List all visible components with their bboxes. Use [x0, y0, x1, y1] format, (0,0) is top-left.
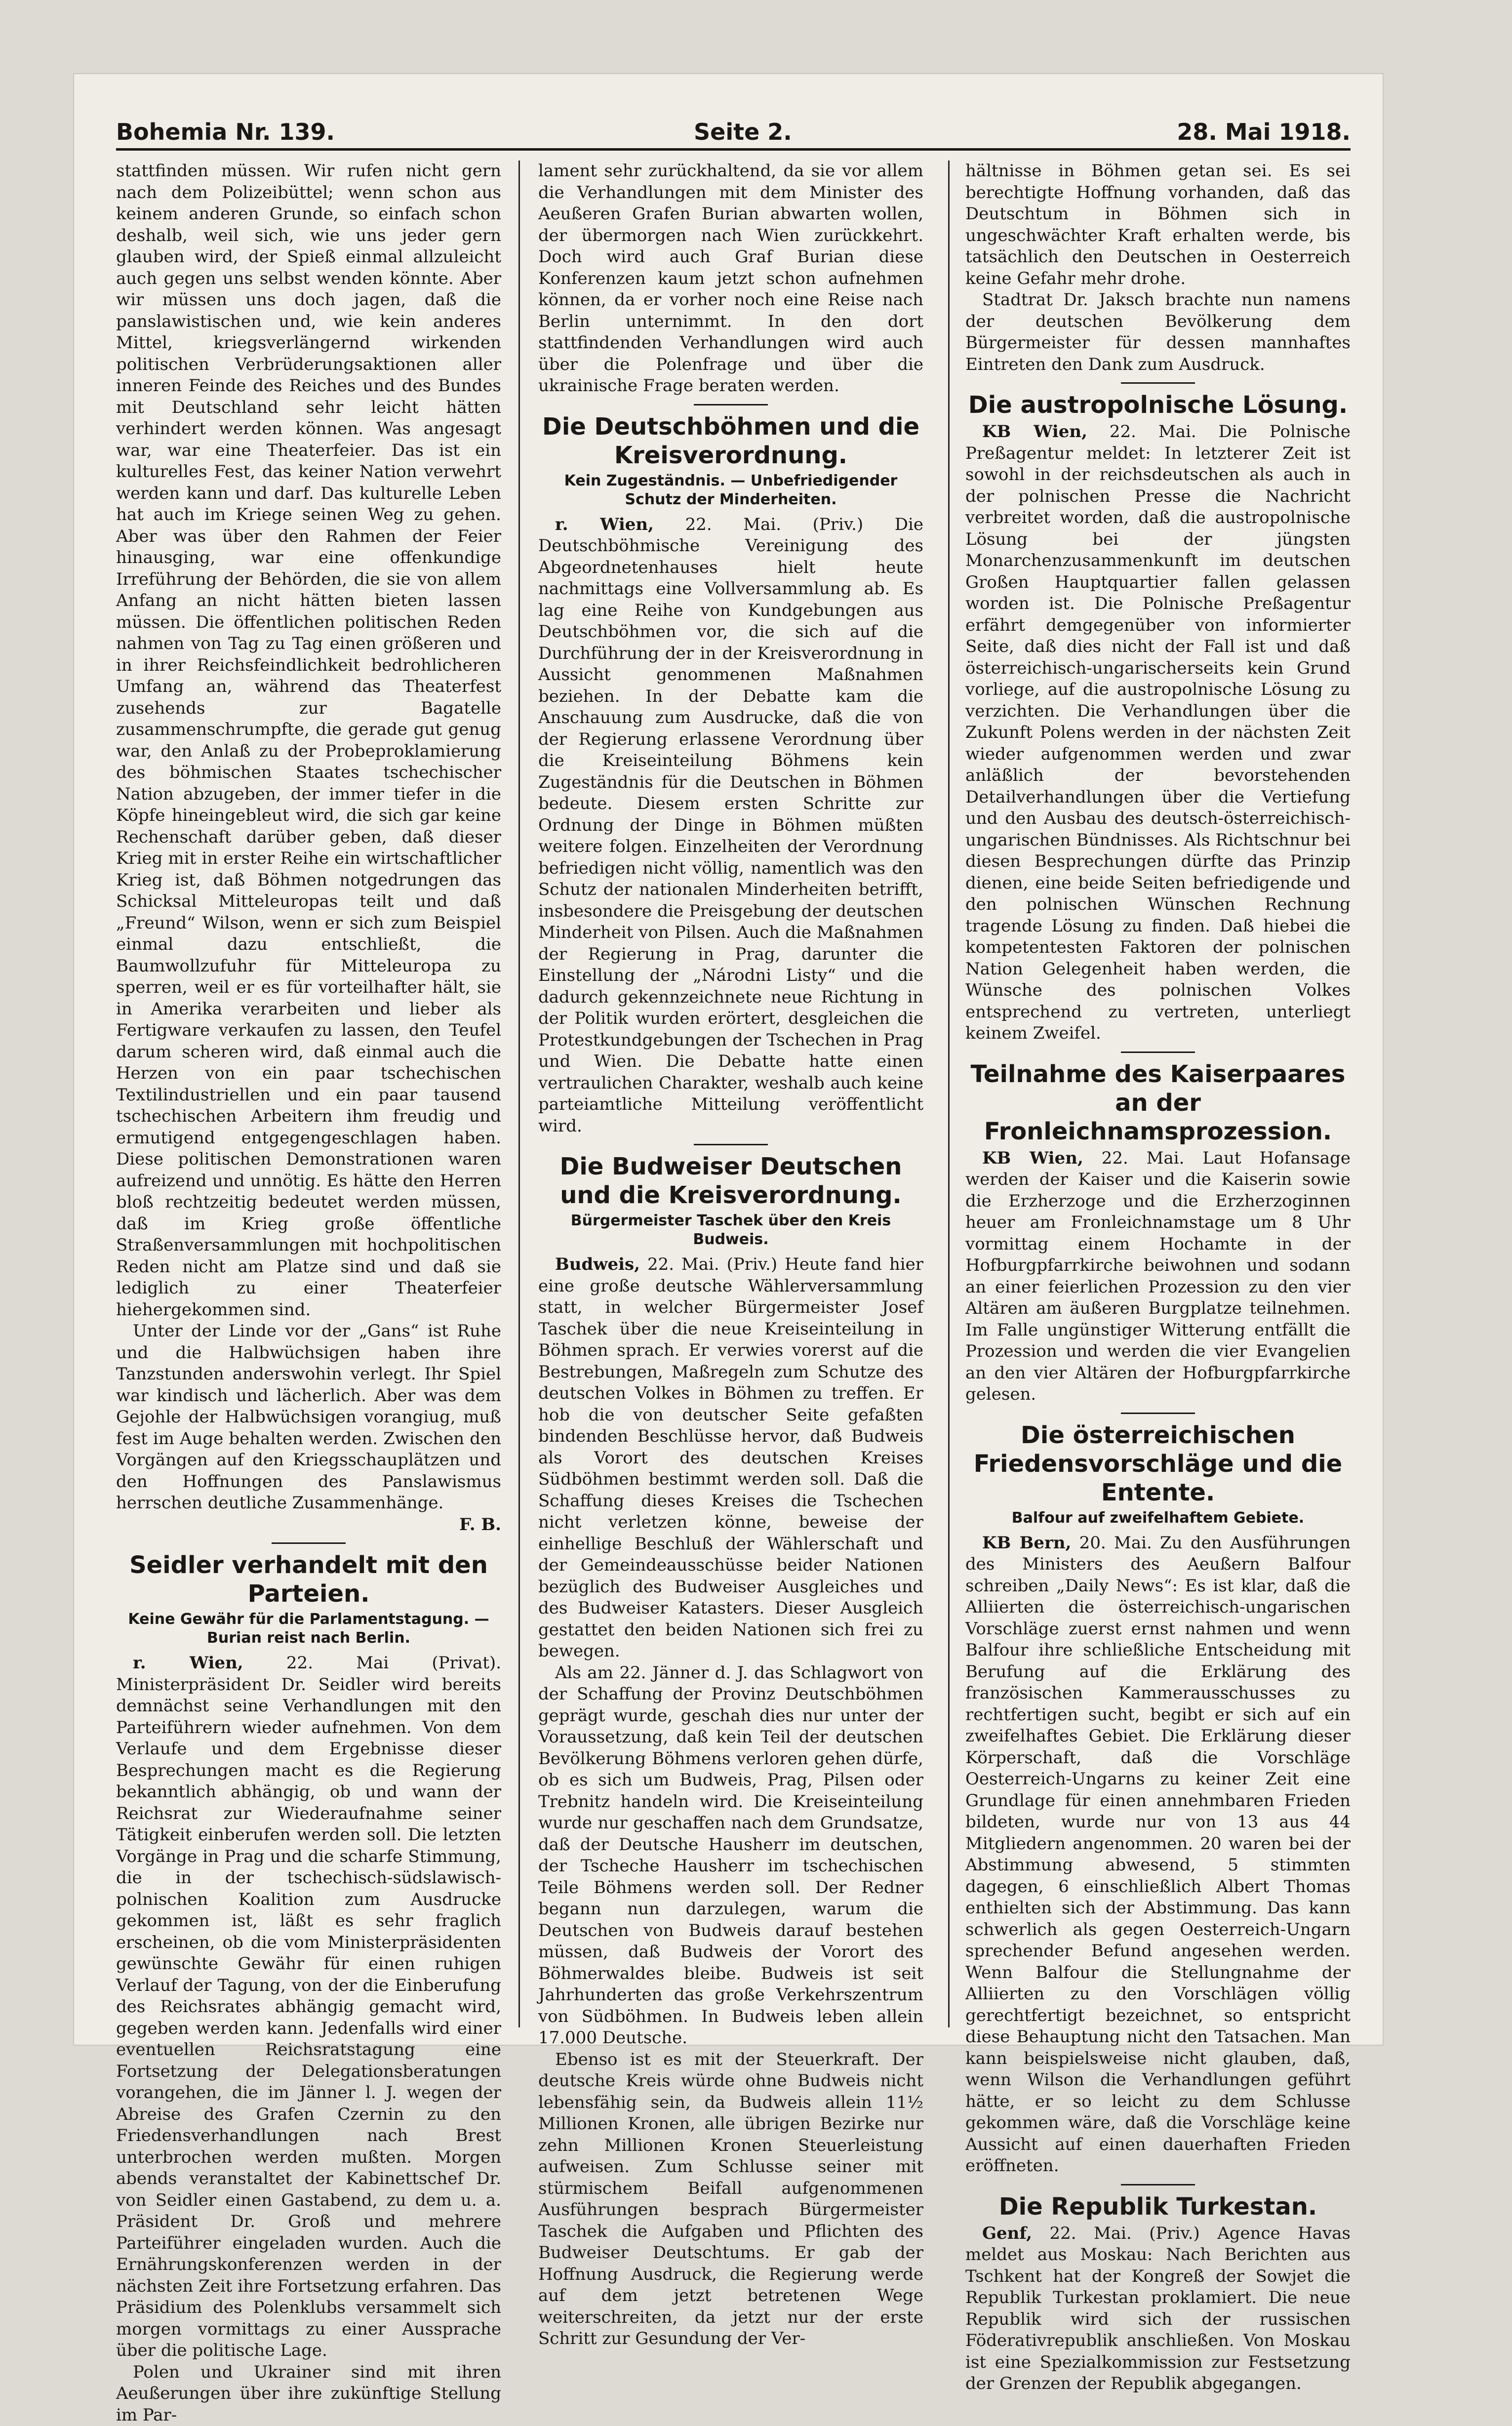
article-text: Stadtrat Dr. Jaksch brachte nun namens der deutschen Bevölkerung dem Bürgermeister für dessen mannhaftes Eintreten den Dank zum Ausdruck. — [965, 289, 1351, 375]
article-separator — [694, 404, 768, 405]
article-body: 22. Mai. (Priv.) Die Deutschböhmische Vereinigung des Abgeordnetenhauses hielt heute nachmittags eine Vollversammlung ab. Es lag eine Reihe von Kundgebungen aus Deutschböhmen vor, die sich auf die Durchführung der in der Kreisverordnung in Aussicht genommenen Maßnahmen beziehen. In der Debatte kam die Anschauung zum Ausdrucke, daß die von der Regierung erlassene Verordnung über die Kreiseinteilung Böhmens kein Zugeständnis für die Deutschen in Böhmen bedeute. Diesem ersten Schritte zur Ordnung der Dinge in Böhmen müßten weitere folgen. Einzelheiten der Verordnung befriedigen nicht völlig, namentlich was den Schutz der nationalen Minderheiten betrifft, insbesondere die Preisgebung der deutschen Minderheit von Pilsen. Auch die Maßnahmen der Regierung in Prag, darunter die Einstellung der „Národni Listy“ und die dadurch gekennzeichnete neue Richtung in der Politik wurden erörtert, desgleichen die Protestkundgebungen der Tschechen in Prag und Wien. Die Debatte hatte einen vertraulichen Charakter, weshalb auch keine parteiamtliche Mitteilung veröffentlicht wird. — [538, 515, 923, 1136]
article-text: stattfinden müssen. Wir rufen nicht gern nach dem Polizeibüttel; wenn schon aus keinem anderen Grunde, so einfach schon deshalb, weil sich, wie uns jeder gern glauben wird, der Spieß einmal allzuleicht auch gegen uns selbst wenden könnte. Aber wir müssen uns doch jagen, daß die panslawistischen und, wie kein anderes Mittel, kriegsverlängernd wirkenden politischen Verbrüderungsaktionen aller inneren Feinde des Reiches und des Bundes mit Deutschland sehr leicht hätten verhindert werden können. Was angesagt war, war eine Theaterfeier. Das ist ein kulturelles Fest, das keiner Nation verwehrt werden kann und darf. Das kulturelle Leben hat auch im Kriege seinen Weg zu gehen. Aber was über den Rahmen der Feier hinausging, war eine offenkundige Irreführung der Behörden, die sie von allem Anfang an nicht hätten bieten lassen müssen. Die öffentlichen politischen Reden nahmen von Tag zu Tag einen größeren und in ihrer Reichsfeindlichkeit bedrohlicheren Umfang an, während das Theaterfest zusehends zur Bagatelle zusammenschrumpfte, die gerade gut genug war, den Anlaß zu der Probeproklamierung des böhmischen Staates tschechischer Nation abzugeben, der immer tiefer in die Köpfe hineingebleut wird, die sich gar keine Rechenschaft darüber geben, daß dieser Krieg mit in erster Reihe ein wirtschaftlicher Krieg ist, daß Böhmen notgedrungen das Schicksal Mitteleuropas teilt und daß „Freund“ Wilson, wenn er sich zum Beispiel einmal dazu entschließt, die Baumwollzufuhr für Mitteleuropa zu sperren, weil er es für vorteilhafter hält, sie in Amerika verarbeiten und lieber als Fertigware verkaufen zu lassen, den Teufel darum scheren wird, daß einmal auch die Herzen von ein paar tschechischen Textilindustriellen und ein paar tausend tschechischen Arbeitern ihm freudig und ermutigend entgegengeschlagen haben. Diese politischen Demonstrationen waren aufreizend und unnötig. Es hätte den Herren bloß rechtzeitig bedeutet werden müssen, daß im Krieg große öffentliche Straßenversammlungen mit hochpolitischen Reden nicht am Platze sind und daß sie lediglich zu einer Theaterfeier hiehergekommen sind. — [116, 161, 501, 1321]
article-text — [965, 421, 1351, 1045]
issue-date: 28. Mai 1918. — [1177, 119, 1351, 145]
subheadline: Bürgermeister Taschek über den Kreis Budweis. — [538, 1212, 923, 1249]
dateline: Budweis, — [555, 1254, 640, 1274]
article-text: Polen und Ukrainer sind mit ihren Aeußerungen über ihre zukünftige Stellung im Par- — [116, 2362, 501, 2426]
article-separator — [1121, 382, 1195, 384]
column-divider — [518, 161, 520, 2027]
dateline: r. Wien, — [133, 1653, 243, 1673]
article-body: 22. Mai. (Priv.) Agence Havas meldet aus Moskau: Nach Berichten aus Tschkent hat der Kongreß der Sowjet die Republik Turkestan proklamiert. Die neue Republik wird sich der russischen Föderativrepublik anschließen. Von Moskau ist eine Spezialkommission zur Festsetzung der Grenzen der Republik abgegangen. — [965, 2224, 1351, 2394]
column-2 — [538, 161, 923, 2027]
article-text: Unter der Linde vor der „Gans“ ist Ruhe und die Halbwüchsigen haben ihre Tanzstunden anderswohin verlegt. Ihr Spiel war kindisch und lächerlich. Aber was dem Gejohle der Halbwüchsigen vorangiug, muß fest im Auge behalten werden. Zwischen den Vorgängen auf den Kriegsschauplätzen und den Hoffnungen des Panslawismus herrschen deutliche Zusammenhänge. — [116, 1321, 501, 1514]
article-text — [965, 1148, 1351, 1406]
article-text — [965, 2223, 1351, 2395]
newspaper-page — [74, 74, 1383, 2045]
headline: Die Deutschböhmen und die Kreisverordnung. — [538, 412, 923, 470]
article-separator — [1121, 2184, 1195, 2185]
page-header — [116, 114, 1351, 153]
headline: Seidler verhandelt mit den Parteien. — [116, 1551, 501, 1608]
header-rule — [116, 148, 1351, 151]
masthead-issue: Bohemia Nr. 139. — [116, 119, 335, 145]
article-text: hältnisse in Böhmen getan sei. Es sei berechtigte Hoffnung vorhanden, daß das Deutschtum in Böhmen sich in ungeschwächter Kraft erhalten werde, bis tatsächlich den Deutschen in Oesterreich keine Gefahr mehr drohe. — [965, 161, 1351, 289]
headline: Die Republik Turkestan. — [965, 2192, 1351, 2221]
dateline: KB Wien, — [982, 1148, 1083, 1168]
article-separator — [272, 1542, 346, 1544]
subheadline: Kein Zugeständnis. — Unbefriedigender Schutz der Minderheiten. — [538, 472, 923, 509]
headline: Die österreichischen Friedensvorschläge und die Entente. — [965, 1421, 1351, 1507]
article-body: 22. Mai. Die Polnische Preßagentur meldet: In letzterer Zeit ist sowohl in der reichsdeutschen als auch in der polnischen Presse die Nachricht verbreitet worden, daß die austropolnische Lösung bei der jüngsten Monarchenzusammenkunft im deutschen Großen Hauptquartier fallen gelassen worden ist. Die Polnische Preßagentur erfährt demgegenüber von informierter Seite, daß dies nicht der Fall ist und daß österreichisch-ungarischerseits kein Grund vorliege, auf die austropolnische Lösung zu verzichten. Die Verhandlungen über die Zukunft Polens werden in der nächsten Zeit wieder aufgenommen werden und zwar anläßlich der bevorstehenden Detailverhandlungen über die Vertiefung und den Ausbau des deutsch-österreichisch-ungarischen Bündnisses. Als Richtschnur bei diesen Besprechungen dürfte das Prinzip dienen, eine beide Seiten befriedigende und den polnischen Wünschen Rechnung tragende Lösung zu finden. Daß hiebei die kompetentesten Faktoren der polnischen Nation Gelegenheit haben werden, die Wünsche des polnischen Volkes entsprechend zu vertreten, unterliegt keinem Zweifel. — [965, 422, 1351, 1043]
page-number: Seite 2. — [694, 119, 792, 145]
headline: Die austropolnische Lösung. — [965, 391, 1351, 419]
column-divider — [948, 161, 950, 2027]
author-signature: F. B. — [116, 1514, 501, 1536]
article-separator — [694, 1144, 768, 1145]
subheadline: Keine Gewähr für die Parlamentstagung. — Burian reist nach Berlin. — [116, 1610, 501, 1648]
article-body: 22. Mai. (Priv.) Heute fand hier eine große deutsche Wählerversammlung statt, in welcher Bürgermeister Josef Taschek über die neue Kreiseinteilung in Böhmen sprach. Er verwies vorerst auf die Bestrebungen, Maßregeln zum Schutze des deutschen Volkes in Böhmen zu treffen. Er hob die von deutscher Seite gefaßten bindenden Beschlüsse hervor, daß Budweis als Vorort des deutschen Kreises Südböhmen bestimmt werden soll. Daß die Schaffung dieses Kreises die Tschechen nicht verletzen könne, beweise der einhellige Beschluß der Wählerschaft und der Gemeindeausschüsse beider Nationen bezüglich des Budweiser Ausgleiches und des Budweiser Katasters. Dieser Ausgleich gestattet den beiden Nationen sich frei zu bewegen. — [538, 1254, 923, 1661]
column-3 — [965, 161, 1351, 2027]
column-1 — [116, 161, 501, 2027]
article-body: 22. Mai. Laut Hofansage werden der Kaiser und die Kaiserin sowie die Erzherzoge und die Erzherzoginnen heuer am Fronleichnamstage um 8 Uhr vormittag einem Hochamte in der Hofburgpfarrkirche beiwohnen und sodann an einer feierlichen Prozession zu den vier Altären am äußeren Burgplatze teilnehmen. Im Falle ungünstiger Witterung entfällt die Prozession und werden die vier Evangelien an den vier Altären der Hofburgpfarrkirche gelesen. — [965, 1148, 1351, 1405]
article-text: Als am 22. Jänner d. J. das Schlagwort von der Schaffung der Provinz Deutschböhmen geprägt wurde, geschah dies nur unter der Voraussetzung, daß kein Teil der deutschen Bevölkerung Böhmens verloren gehen dürfe, ob es sich um Budweis, Prag, Pilsen oder Trebnitz handeln wird. Die Kreiseinteilung wurde nur geschaffen nach dem Grundsatze, daß der Deutsche Hausherr im deutschen, der Tscheche Hausherr im tschechischen Teile Böhmens werden soll. Der Redner begann nun darzulegen, warum die Deutschen von Budweis darauf bestehen müssen, daß Budweis der Vorort des Böhmerwaldes bleibe. Budweis ist seit Jahrhunderten das große Verkehrszentrum von Südböhmen. In Budweis leben allein 17.000 Deutsche. — [538, 1662, 923, 2049]
article-text — [965, 1533, 1351, 2177]
headline: Die Budweiser Deutschen und die Kreisverordnung. — [538, 1152, 923, 1210]
article-text — [538, 1254, 923, 1662]
article-separator — [1121, 1051, 1195, 1053]
dateline: KB Wien, — [982, 422, 1087, 442]
headline: Teilnahme des Kaiserpaares an der Fronleichnamsprozession. — [965, 1060, 1351, 1146]
subheadline: Balfour auf zweifelhaftem Gebiete. — [965, 1509, 1351, 1528]
article-separator — [1121, 1413, 1195, 1414]
article-text: Ebenso ist es mit der Steuerkraft. Der deutsche Kreis würde ohne Budweis nicht lebensfähig sein, da Budweis allein 11½ Millionen Kronen, alle übrigen Bezirke nur zehn Millionen Kronen Steuerleistung aufweisen. Zum Schlusse seiner mit stürmischem Beifall aufgenommenen Ausführungen besprach Bürgermeister Taschek die Aufgaben und Pflichten des Budweiser Deutschtums. Er gab der Hoffnung Ausdruck, die Regierung werde auf dem jetzt betretenen Wege weiterschreiten, da jetzt nur der erste Schritt zur Gesundung der Ver- — [538, 2049, 923, 2350]
dateline: KB Bern, — [982, 1533, 1071, 1553]
article-text — [116, 1653, 501, 2362]
dateline: Genf, — [982, 2224, 1032, 2243]
article-text — [538, 514, 923, 1137]
article-body: 22. Mai (Privat). Ministerpräsident Dr. Seidler wird bereits demnächst seine Verhandlungen mit den Parteiführern wieder aufnehmen. Von dem Verlaufe und dem Ergebnisse dieser Besprechungen macht es die Regierung bekanntlich abhängig, ob und wann der Reichsrat zur Wiederaufnahme seiner Tätigkeit einberufen werden soll. Die letzten Vorgänge in Prag und die scharfe Stimmung, die in der tschechisch-südslawisch-polnischen Koalition zum Ausdrucke gekommen ist, läßt es sehr fraglich erscheinen, ob die vom Ministerpräsidenten gewünschte Gewähr für einen ruhigen Verlauf der Tagung, von der die Einberufung des Reichsrates abhängig gemacht wird, gegeben werden kann. Jedenfalls wird einer eventuellen Reichsratstagung eine Fortsetzung der Delegationsberatungen vorangehen, die im Jänner l. J. wegen der Abreise des Grafen Czernin zu den Friedensverhandlungen nach Brest unterbrochen werden mußten. Morgen abends veranstaltet der Kabinettschef Dr. von Seidler einen Gastabend, zu dem u. a. Präsident Dr. Groß und mehrere Parteiführer eingeladen wurden. Auch die Ernährungskonferenzen werden in der nächsten Zeit ihre Fortsetzung erfahren. Das Präsidium des Polenklubs versammelt sich morgen vormittags zu einer Aussprache über die politische Lage. — [116, 1653, 501, 2360]
article-text: lament sehr zurückhaltend, da sie vor allem die Verhandlungen mit dem Minister des Aeußeren Grafen Burian abwarten wollen, der übermorgen nach Wien zurückkehrt. Doch wird auch Graf Burian diese Konferenzen kaum jetzt schon aufnehmen können, da er vorher noch eine Reise nach Berlin unternimmt. In den dort stattfindenden Verhandlungen wird auch über die Polenfrage und über die ukrainische Frage beraten werden. — [538, 161, 923, 397]
dateline: r. Wien, — [555, 515, 654, 534]
article-body: 20. Mai. Zu den Ausführungen des Ministers des Aeußern Balfour schreiben „Daily News“: Es ist klar, daß die Alliierten die österreichisch-ungarischen Vorschläge zuerst ernst nahmen und wenn Balfour ihre schließliche Entscheidung mit Berufung auf die Erklärung des französischen Kammerausschusses zu rechtfertigen sucht, begibt er sich auf ein zweifelhaftes Gebiet. Die Erklärung dieser Körperschaft, daß die Vorschläge Oesterreich-Ungarns zu keiner Zeit eine Grundlage für einen annehmbaren Frieden bildeten, wurde nur von 13 aus 44 Mitgliedern angenommen. 20 waren bei der Abstimmung abwesend, 5 stimmten dagegen, 6 einschließlich Albert Thomas enthielten sich der Abstimmung. Das kann schwerlich als gegen Oesterreich-Ungarn sprechender Befund angesehen werden. Wenn Balfour die Stellungnahme der Alliierten zu den Vorschlägen völlig gerechtfertigt bezeichnet, so entspricht diese Behauptung nicht den Tatsachen. Man kann beispielsweise nicht glauben, daß, wenn Wilson die Verhandlungen geführt hätte, er so leicht zu dem Schlusse gekommen wäre, daß die Vorschläge keine Aussicht auf einen dauerhaften Frieden eröffneten. — [965, 1533, 1351, 2176]
